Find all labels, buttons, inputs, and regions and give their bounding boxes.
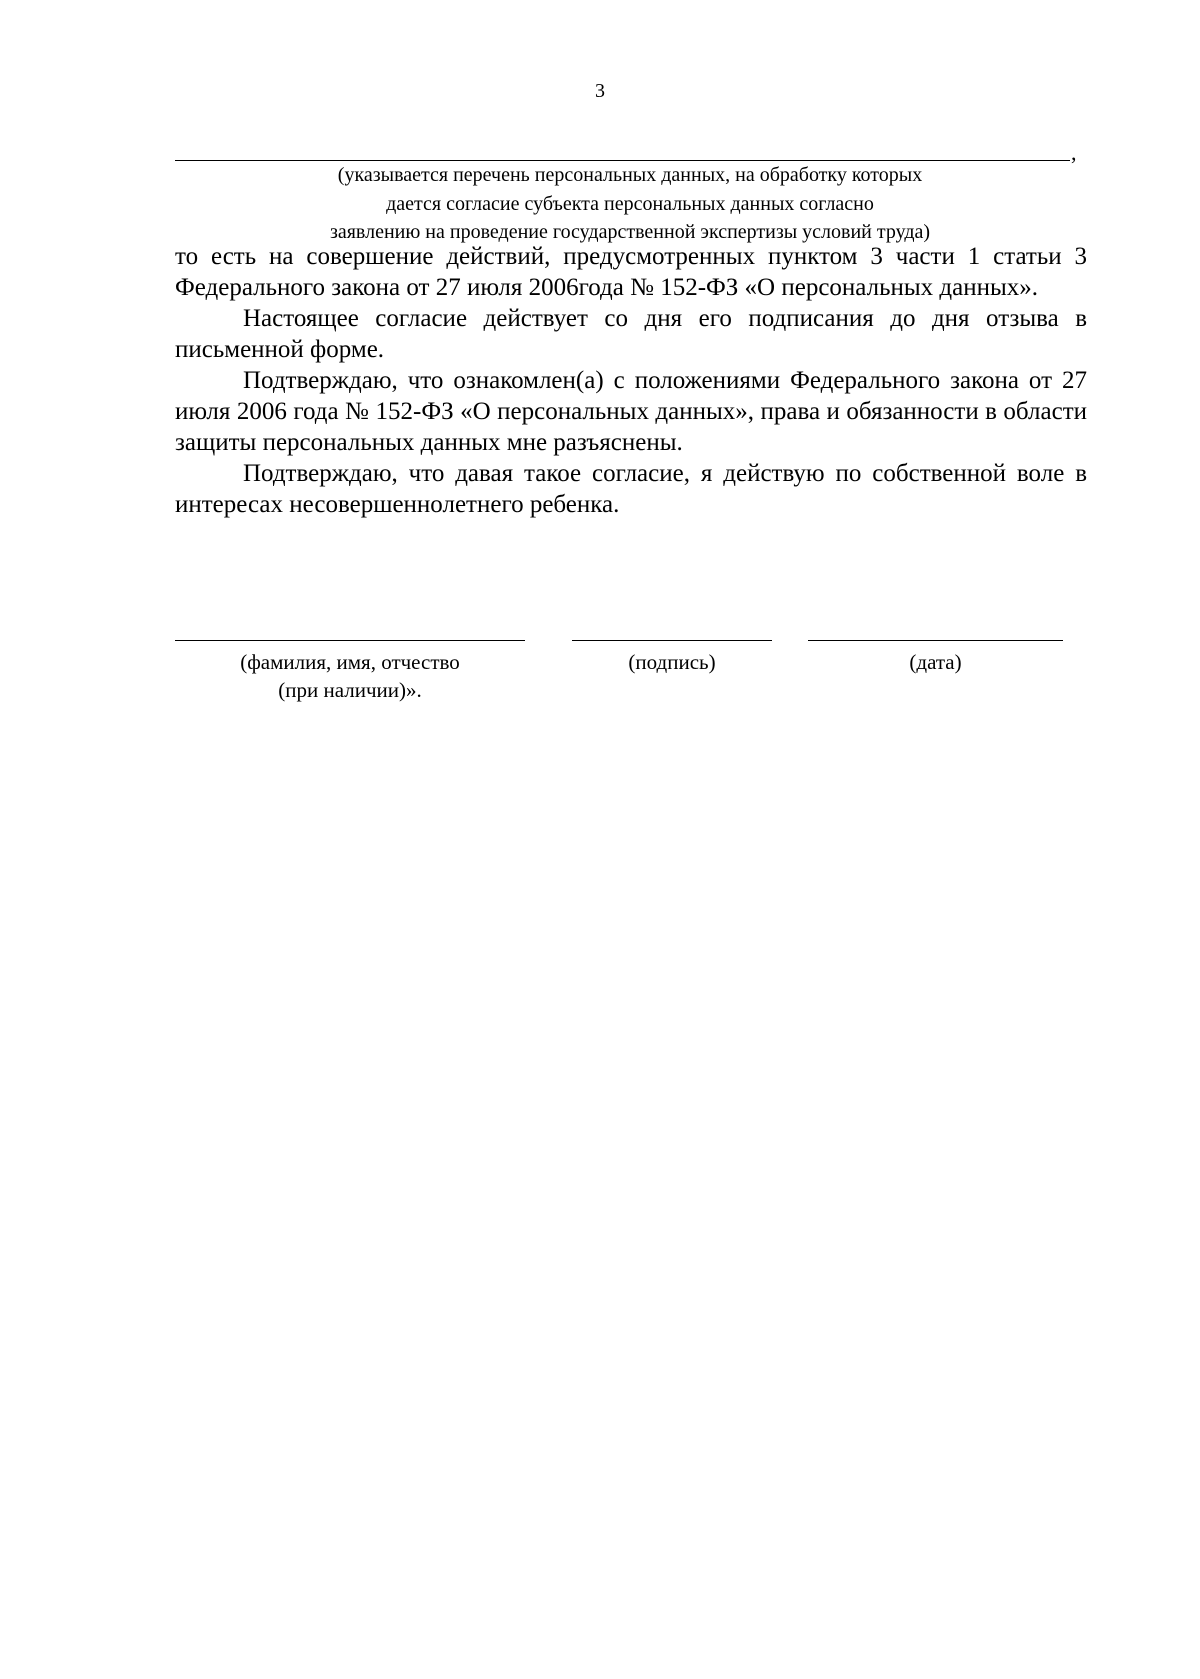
hint-line: заявлению на проведение государственной экспертизы условий труда) bbox=[329, 221, 931, 243]
page-number: 3 bbox=[595, 80, 605, 102]
signature-caption: (подпись) bbox=[628, 650, 716, 674]
name-caption-line: (фамилия, имя, отчество bbox=[240, 650, 460, 674]
date-caption: (дата) bbox=[909, 650, 962, 674]
hint-line: дается согласие субъекта персональных данных согласно bbox=[386, 192, 874, 215]
paragraph-purpose: то есть на совершение действий, предусмотренных пунктом 3 части 1 статьи 3 Федерального закона от 27 июля 2006года № 152-ФЗ «О персональных данных». bbox=[175, 243, 1087, 301]
paragraph-acknowledgement: Подтверждаю, что ознакомлен(а) с положениями Федерального закона от 27 июля 2006 года № 152-ФЗ «О персональных данных», права и обязанности в области защиты персональных данных мне разъяснены. bbox=[175, 367, 1087, 456]
fill-field-hint bbox=[175, 161, 1085, 247]
paragraph-validity: Настоящее согласие действует со дня его подписания до дня отзыва в письменной форме. bbox=[175, 305, 1087, 363]
date-line bbox=[808, 640, 1063, 641]
hint-line: (указывается перечень персональных данных, на обработку которых bbox=[337, 164, 923, 186]
document-body bbox=[175, 241, 1087, 520]
paragraph-free-will: Подтверждаю, что давая такое согласие, я действую по собственной воле в интересах несовершеннолетнего ребенка. bbox=[175, 460, 1087, 518]
name-signature-line bbox=[175, 640, 525, 641]
name-caption-line: (при наличии)». bbox=[278, 678, 422, 702]
name-caption bbox=[200, 648, 500, 704]
fill-line-comma: , bbox=[1071, 140, 1077, 165]
signature-line bbox=[572, 640, 772, 641]
